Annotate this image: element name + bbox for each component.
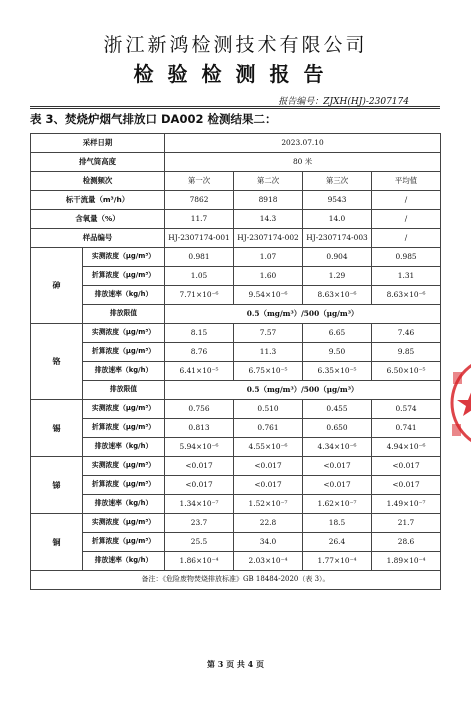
row-converted [31,476,441,495]
converted-value: 1.05 [165,267,234,286]
measured-value: 0.985 [372,248,441,267]
measured-label: 实测浓度（μg/m³） [83,400,165,419]
measured-value: 8.15 [165,324,234,343]
measured-value: <0.017 [165,457,234,476]
measured-value: 22.8 [234,514,303,533]
converted-value: 1.31 [372,267,441,286]
rate-value: 4.94×10⁻⁶ [372,438,441,457]
row-rate [31,286,441,305]
row-note [31,571,441,590]
measured-value: 0.455 [303,400,372,419]
frequency-label: 检测频次 [31,172,165,191]
converted-value: 0.813 [165,419,234,438]
converted-label: 折算浓度（μg/m³） [83,343,165,362]
rate-value: 6.41×10⁻⁵ [165,362,234,381]
results-table [30,133,441,590]
converted-value: <0.017 [165,476,234,495]
row-converted [31,343,441,362]
element-name: 锑 [31,457,83,514]
row-converted [31,419,441,438]
oxygen-value: / [372,210,441,229]
converted-value: 26.4 [303,533,372,552]
element-name: 铜 [31,514,83,571]
rate-value: 1.62×10⁻⁷ [303,495,372,514]
row-converted [31,533,441,552]
converted-value: 34.0 [234,533,303,552]
column-header: 第一次 [165,172,234,191]
row-measured [31,514,441,533]
rate-value: 1.34×10⁻⁷ [165,495,234,514]
converted-value: 9.85 [372,343,441,362]
converted-value: 8.76 [165,343,234,362]
rate-value: 4.34×10⁻⁶ [303,438,372,457]
measured-label: 实测浓度（μg/m³） [83,457,165,476]
measured-value: <0.017 [303,457,372,476]
limit-value: 0.5（mg/m³）/500（μg/m³） [165,305,441,324]
rate-value: 1.52×10⁻⁷ [234,495,303,514]
rate-value: 1.86×10⁻⁴ [165,552,234,571]
row-rate [31,495,441,514]
converted-label: 折算浓度（μg/m³） [83,267,165,286]
measured-value: 1.07 [234,248,303,267]
converted-value: 0.650 [303,419,372,438]
sampling-date-label: 采样日期 [31,134,165,153]
sampling-date-value: 2023.07.10 [165,134,441,153]
measured-label: 实测浓度（μg/m³） [83,514,165,533]
converted-value: 11.3 [234,343,303,362]
oxygen-value: 14.3 [234,210,303,229]
sample-number-label: 样品编号 [31,229,165,248]
measured-value: 0.574 [372,400,441,419]
measured-label: 实测浓度（μg/m³） [83,324,165,343]
converted-label: 折算浓度（μg/m³） [83,533,165,552]
measured-value: 23.7 [165,514,234,533]
rate-value: 2.03×10⁻⁴ [234,552,303,571]
element-name: 铬 [31,324,83,400]
element-name: 砷 [31,248,83,324]
rate-value: 9.54×10⁻⁶ [234,286,303,305]
row-sample-no [31,229,441,248]
company-name: 浙江新鸿检测技术有限公司 [103,34,368,56]
row-measured [31,324,441,343]
page-number: 第 3 页 共 4 页 [206,659,265,669]
rate-value: 1.49×10⁻⁷ [372,495,441,514]
seal-star-icon [457,390,471,416]
row-converted [31,267,441,286]
rate-value: 6.50×10⁻⁵ [372,362,441,381]
row-flow [31,191,441,210]
official-seal-stamp [450,348,471,458]
rate-label: 排放速率（kg/h） [83,438,165,457]
limit-value: 0.5（mg/m³）/500（μg/m³） [165,381,441,400]
converted-value: 28.6 [372,533,441,552]
measured-value: 0.904 [303,248,372,267]
row-limit [31,381,441,400]
rate-value: 6.35×10⁻⁵ [303,362,372,381]
report-number: 报告编号：ZJXH(HJ)-2307174 [278,97,409,107]
row-rate [31,362,441,381]
stack-height-label: 排气筒高度 [31,153,165,172]
row-frequency [31,172,441,191]
flow-value: / [372,191,441,210]
seal-text-mark [452,424,461,436]
measured-value: 18.5 [303,514,372,533]
rate-label: 排放速率（kg/h） [83,362,165,381]
row-rate [31,552,441,571]
rate-value: 5.94×10⁻⁶ [165,438,234,457]
measured-value: 0.981 [165,248,234,267]
measured-value: 7.46 [372,324,441,343]
sample-number-value: HJ-2307174-002 [234,229,303,248]
converted-value: 1.29 [303,267,372,286]
row-measured [31,400,441,419]
table-note: 备注：《危险废物焚烧排放标准》GB 18484-2020（表 3）。 [31,571,441,590]
row-measured [31,248,441,267]
rate-value: 7.71×10⁻⁶ [165,286,234,305]
results-table-body [31,134,441,590]
oxygen-value: 11.7 [165,210,234,229]
flow-label: 标干流量（m³/h） [31,191,165,210]
measured-value: 6.65 [303,324,372,343]
row-measured [31,457,441,476]
flow-value: 9543 [303,191,372,210]
seal-text-mark [453,372,462,384]
column-header: 第二次 [234,172,303,191]
rate-value: 8.63×10⁻⁶ [303,286,372,305]
measured-value: 0.510 [234,400,303,419]
limit-label: 排放限值 [83,381,165,400]
rate-label: 排放速率（kg/h） [83,552,165,571]
rate-value: 6.75×10⁻⁵ [234,362,303,381]
column-header: 平均值 [372,172,441,191]
row-stack-height [31,153,441,172]
oxygen-value: 14.0 [303,210,372,229]
converted-value: <0.017 [303,476,372,495]
column-header: 第三次 [303,172,372,191]
limit-label: 排放限值 [83,305,165,324]
stack-height-value: 80 米 [165,153,441,172]
measured-value: <0.017 [234,457,303,476]
section-title: 表 3、焚烧炉烟气排放口 DA002 检测结果二： [30,112,277,126]
oxygen-label: 含氧量（%） [31,210,165,229]
rate-value: 8.63×10⁻⁶ [372,286,441,305]
header-divider [30,106,440,107]
rate-value: 4.55×10⁻⁶ [234,438,303,457]
converted-value: <0.017 [372,476,441,495]
rate-value: 1.89×10⁻⁴ [372,552,441,571]
row-sampling-date [31,134,441,153]
header-divider-second [30,108,440,109]
converted-value: 9.50 [303,343,372,362]
flow-value: 8918 [234,191,303,210]
row-oxygen [31,210,441,229]
rate-value: 1.77×10⁻⁴ [303,552,372,571]
converted-value: 25.5 [165,533,234,552]
measured-value: <0.017 [372,457,441,476]
sample-number-value: HJ-2307174-001 [165,229,234,248]
converted-value: 0.741 [372,419,441,438]
element-name: 锡 [31,400,83,457]
measured-value: 21.7 [372,514,441,533]
flow-value: 7862 [165,191,234,210]
rate-label: 排放速率（kg/h） [83,495,165,514]
sample-number-value: HJ-2307174-003 [303,229,372,248]
row-limit [31,305,441,324]
rate-label: 排放速率（kg/h） [83,286,165,305]
converted-label: 折算浓度（μg/m³） [83,476,165,495]
measured-value: 7.57 [234,324,303,343]
row-rate [31,438,441,457]
document-title: 检验检测报告 [133,62,338,86]
converted-value: 0.761 [234,419,303,438]
measured-value: 0.756 [165,400,234,419]
converted-value: 1.60 [234,267,303,286]
converted-value: <0.017 [234,476,303,495]
sample-number-value: / [372,229,441,248]
converted-label: 折算浓度（μg/m³） [83,419,165,438]
measured-label: 实测浓度（μg/m³） [83,248,165,267]
